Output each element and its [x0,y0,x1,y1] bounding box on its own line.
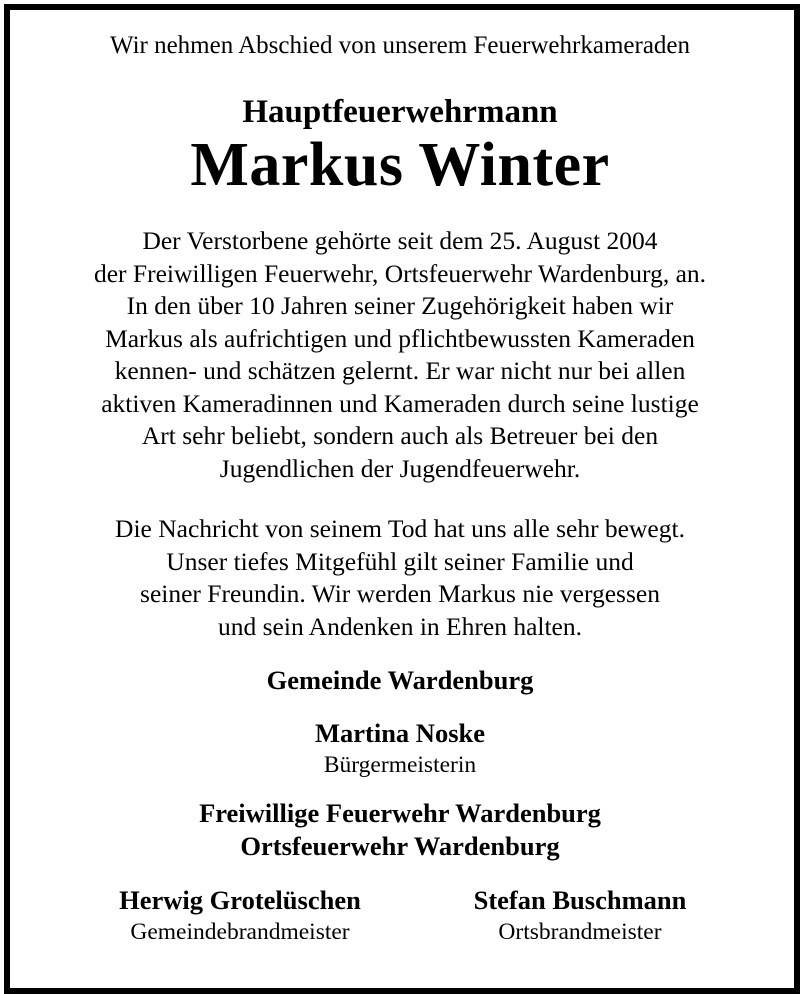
tribute-line: In den über 10 Jahren seiner Zugehörigkeit haben wir [126,291,674,320]
intro-line: Wir nehmen Abschied von unserem Feuerwehrkameraden [109,32,691,59]
fire-station-name: Ortsfeuerwehr Wardenburg [240,831,560,861]
condolence-line: Unser tiefes Mitgefühl gilt seiner Familie und [166,546,634,576]
municipality-name: Gemeinde Wardenburg [266,665,534,695]
condolence-line: seiner Freundin. Wir werden Markus nie vergessen [140,579,660,608]
fire-department-name: Freiwillige Feuerwehr Wardenburg [199,798,601,828]
rank-title: Hauptfeuerwehrmann [242,94,558,130]
tribute-line: Markus als aufrichtigen und pflichtbewussten Kameraden [105,323,695,353]
signatory-left [60,885,420,946]
tribute-line: kennen- und schätzen gelernt. Er war nicht nur bei allen [114,356,686,385]
signatory-role: Gemeindebrandmeister [130,919,350,945]
tribute-line: Art sehr beliebt, sondern auch als Betreuer bei den [141,421,659,450]
signatory-role: Ortsbrandmeister [498,919,662,945]
tribute-line: der Freiwilligen Feuerwehr, Ortsfeuerwehr Wardenburg, an. [93,258,707,288]
tribute-paragraph [10,225,790,485]
signatory-name: Herwig Grotelüschen [119,885,361,915]
condolence-paragraph [10,513,790,643]
mayor-name: Martina Noske [314,718,486,748]
tribute-line: Jugendlichen der Jugendfeuerwehr. [219,453,581,483]
mayor-role: Bürgermeisterin [323,752,477,778]
deceased-name: Markus Winter [190,131,610,199]
condolence-line: Die Nachricht von seinem Tod hat uns alle sehr bewegt. [115,514,685,543]
fire-department-block [10,797,790,863]
condolence-line: und sein Andenken in Ehren halten. [218,611,582,641]
obituary-notice [10,10,790,984]
tribute-line: Der Verstorbene gehörte seit dem 25. August 2004 [142,226,658,255]
signatory-right [400,885,760,946]
signatory-name: Stefan Buschmann [473,885,687,915]
tribute-line: aktiven Kameradinnen und Kameraden durch seine lustige [101,388,699,418]
